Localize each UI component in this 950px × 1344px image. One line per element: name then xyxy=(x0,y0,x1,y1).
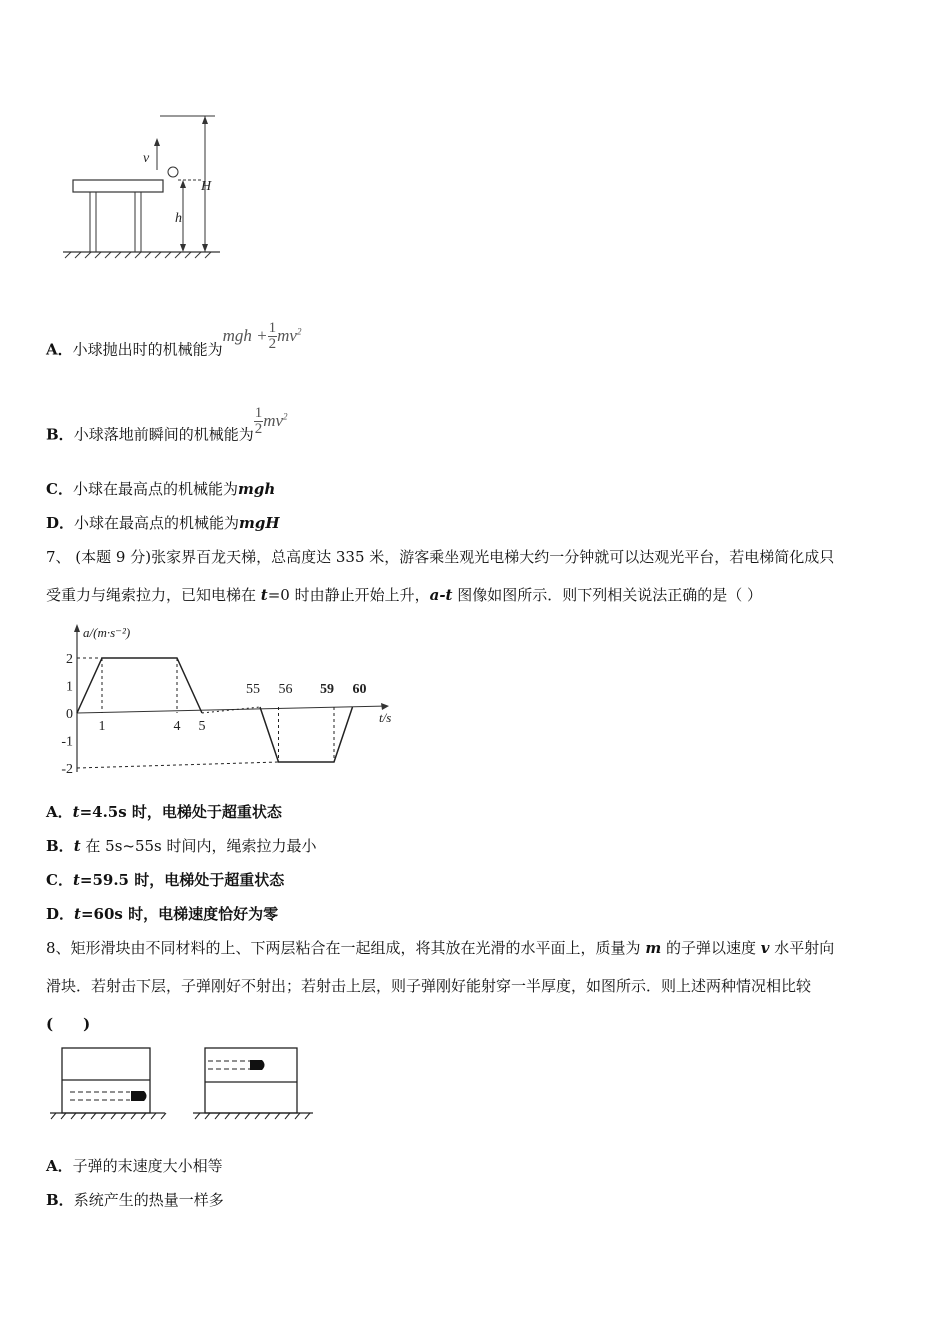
q7-option-d: D．t=60s 时，电梯速度恰好为零 xyxy=(46,905,279,923)
q8-option-b: B．系统产生的热量一样多 xyxy=(46,1191,224,1209)
x-tick-label: 4 xyxy=(173,719,181,734)
q6-option-c: C．小球在最高点的机械能为mgh xyxy=(46,480,276,498)
q7-stem-line2: 受重力与绳索拉力，已知电梯在 t=0 时由静止开始上升，a-t 图像如图所示．则下列相关说法正确的是（ ） xyxy=(46,586,763,604)
slider-block-figure xyxy=(45,1040,320,1125)
v-label: v xyxy=(143,151,150,166)
series-line-decel xyxy=(260,707,353,762)
q8-stem-line3: ( ) xyxy=(46,1015,91,1033)
q8-stem-line2: 滑块．若射击下层，子弹刚好不射出；若射击上层，则子弹刚好能射穿一半厚度，如图所示．则上述两种情况相比较 xyxy=(46,977,812,995)
x-tick-label-top: 60 xyxy=(352,682,367,697)
q7-option-b: B．t 在 5s~55s 时间内，绳索拉力最小 xyxy=(46,837,317,855)
y-tick-label: -1 xyxy=(61,734,73,750)
y-tick-label: 2 xyxy=(66,652,73,667)
q7-option-c: C．t=59.5 时，电梯处于超重状态 xyxy=(46,871,285,889)
q8-option-a: A．子弹的末速度大小相等 xyxy=(46,1157,223,1175)
x-tick-label-top: 56 xyxy=(278,682,293,697)
x-axis-label: t/s xyxy=(379,710,392,725)
x-tick-label: 5 xyxy=(198,719,206,734)
x-tick-label: 1 xyxy=(98,719,106,734)
guide-a-neg2 xyxy=(77,762,279,768)
y-axis-label: a/(m·s⁻²) xyxy=(83,625,131,640)
series-line-accel xyxy=(77,658,202,713)
q6-option-a: A．小球抛出时的机械能为mgh + $\frac{1}{2}$ $mv^2$ xyxy=(46,320,302,359)
q6-option-b: B．小球落地前瞬间的机械能为 $\frac{1}{2}$ $mv^2$ xyxy=(46,405,288,444)
H-label: H xyxy=(201,179,212,194)
table-ball-figure xyxy=(55,110,230,265)
x-tick-label-top: 55 xyxy=(246,682,260,697)
y-tick-label: 0 xyxy=(66,707,73,722)
a-t-chart xyxy=(55,620,410,785)
h-label: h xyxy=(175,211,182,226)
q7-option-a: A．t=4.5s 时，电梯处于超重状态 xyxy=(46,803,282,821)
y-tick-label: 1 xyxy=(66,679,73,695)
y-tick-label: -2 xyxy=(61,762,73,777)
q6-option-d: D．小球在最高点的机械能为mgH xyxy=(46,514,280,532)
x-tick-label-top: 59 xyxy=(320,682,334,697)
q8-stem-line1: 8、矩形滑块由不同材料的上、下两层粘合在一起组成，将其放在光滑的水平面上，质量为 m 的子弹以速度 v 水平射向 xyxy=(46,939,835,957)
q7-stem-line1: 7、 (本题 9 分)张家界百龙天梯，总高度达 335 米，游客乘坐观光电梯大约一分钟就可以达观光平台，若电梯简化成只 xyxy=(46,548,835,566)
